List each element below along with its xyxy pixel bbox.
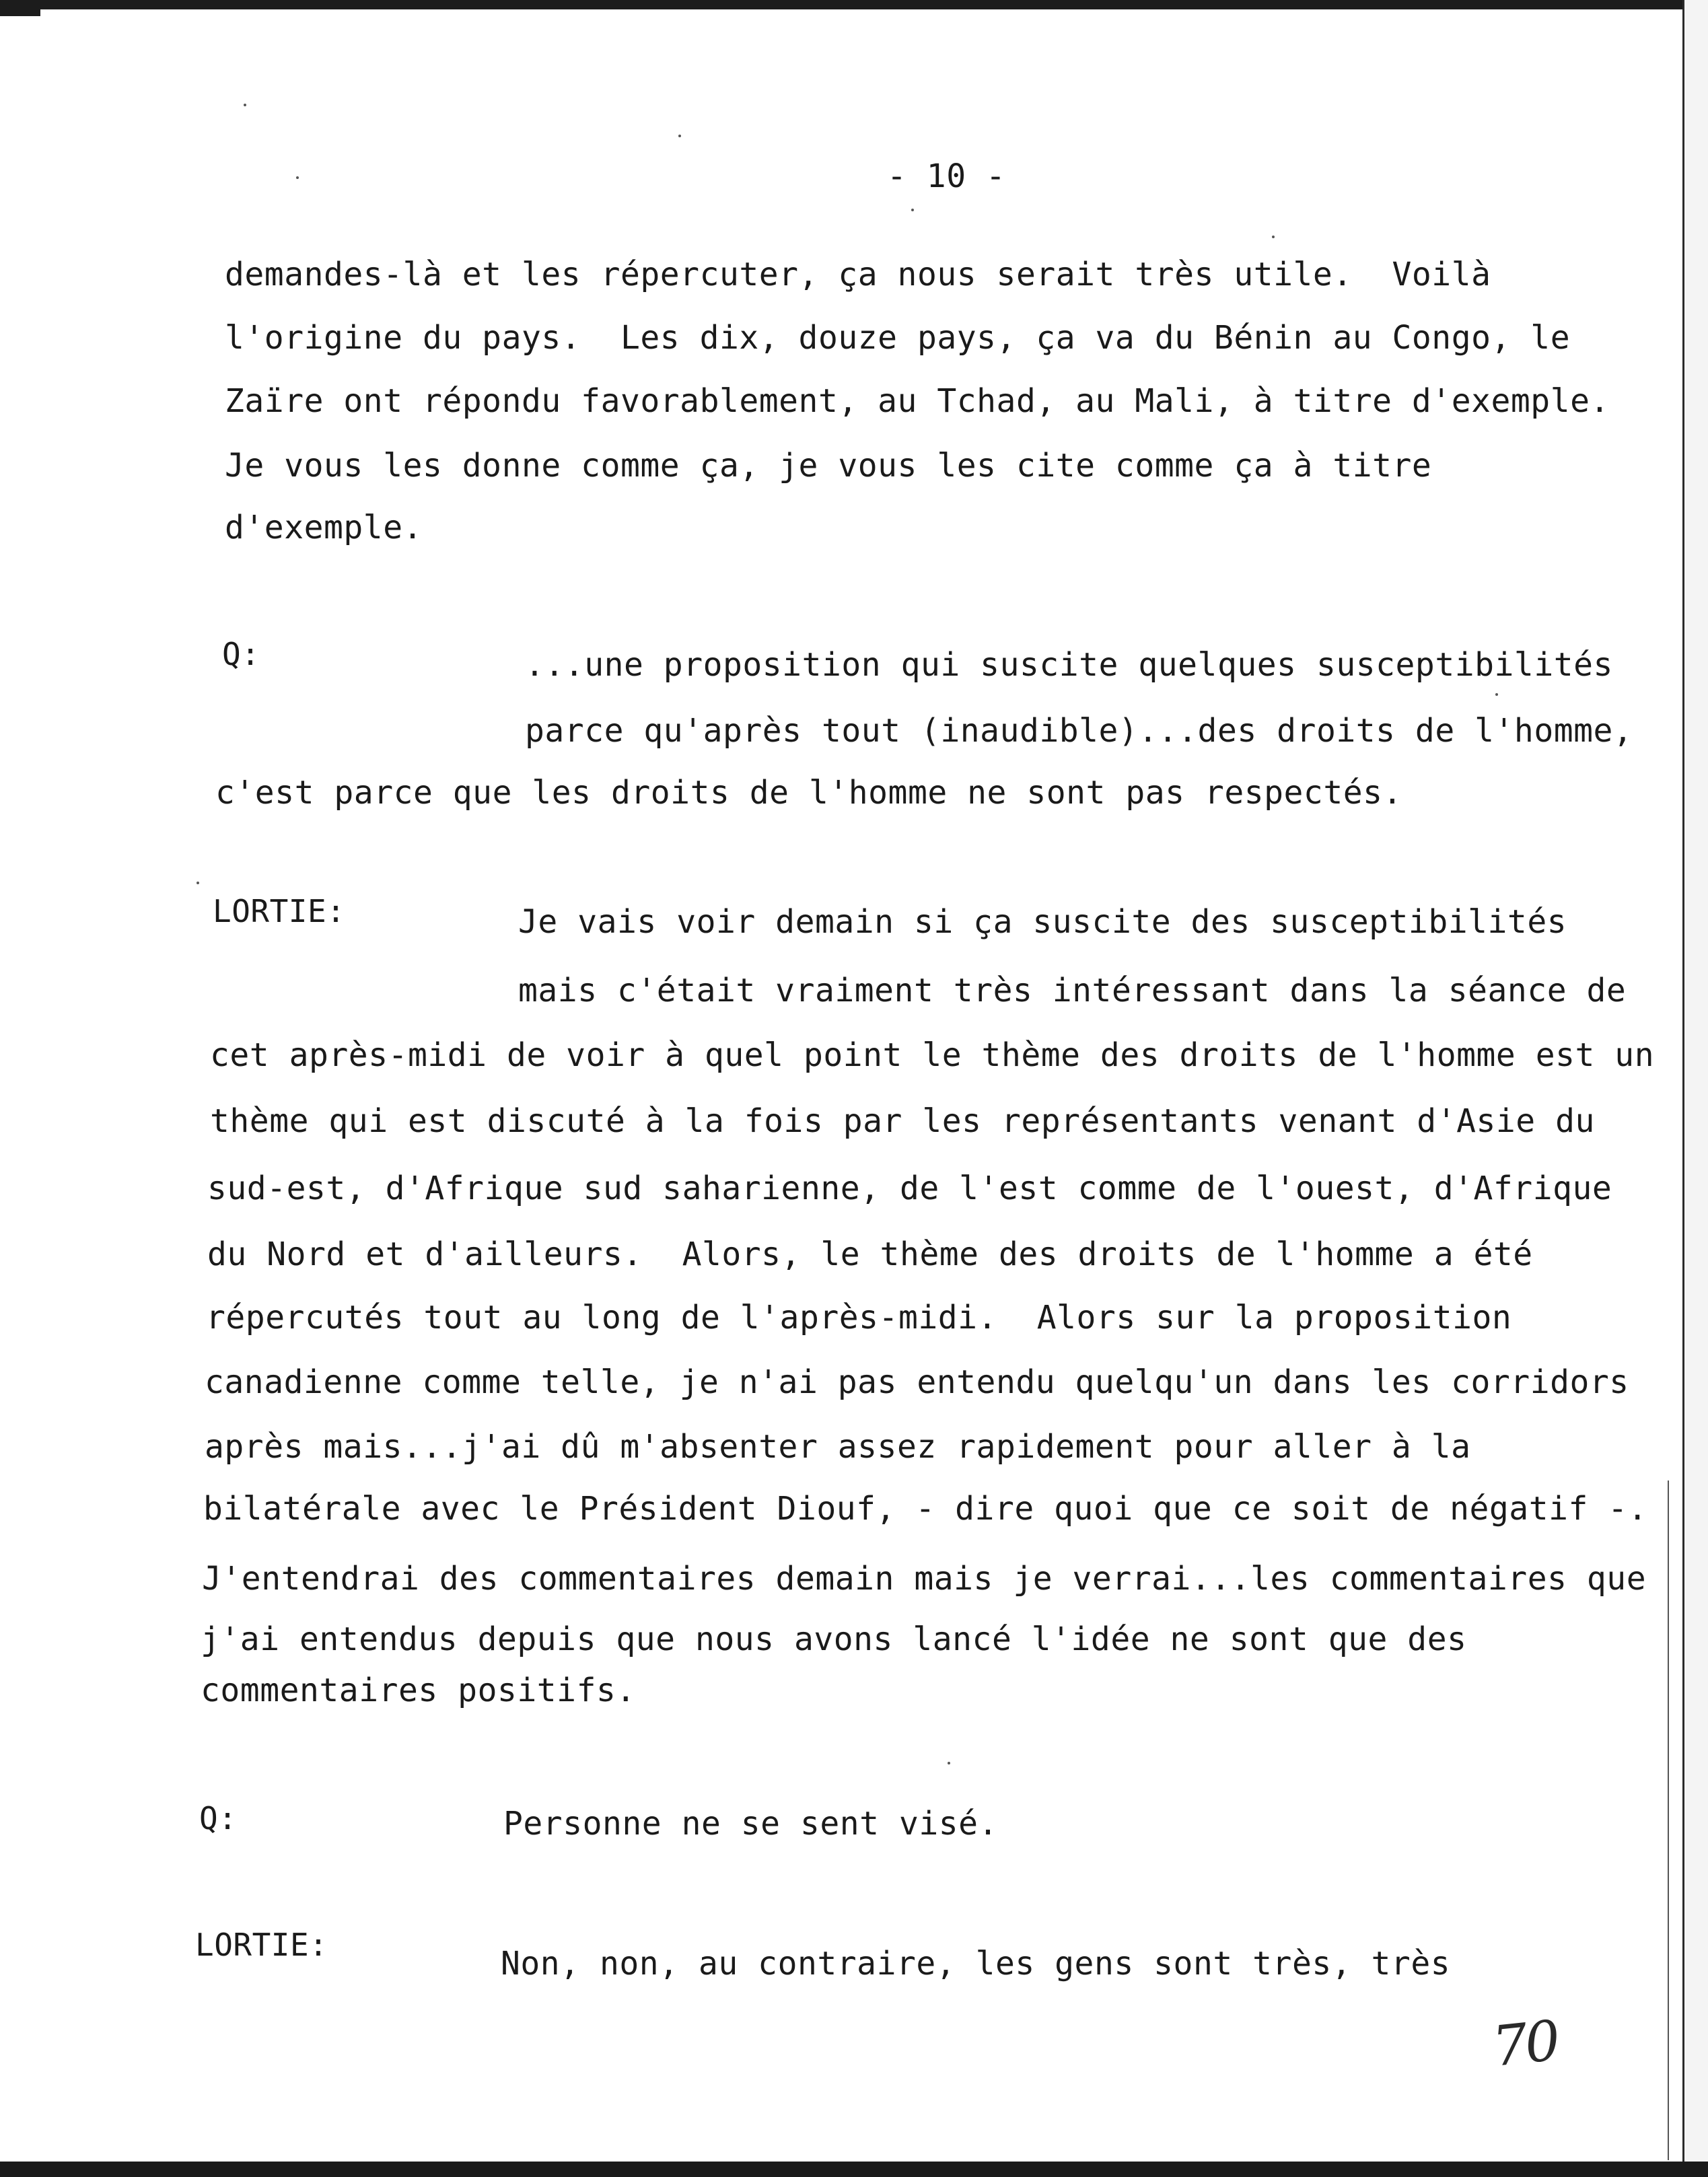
- text-line: parce qu'après tout (inaudible)...des droits de l'homme,: [525, 712, 1633, 750]
- speaker-label: Q:: [222, 636, 260, 672]
- page-number: - 10 -: [887, 157, 1006, 195]
- scan-speck: [197, 882, 199, 884]
- scan-speck: [244, 104, 246, 106]
- scan-speck: [948, 1762, 950, 1764]
- scan-speck: [1272, 236, 1275, 238]
- handwritten-page-annotation: 70: [1489, 2009, 1561, 2079]
- text-line: mais c'était vraiment très intéressant dans la séance de: [518, 972, 1627, 1009]
- text-line: d'exemple.: [225, 509, 423, 546]
- scan-right-border: [1682, 0, 1708, 2177]
- scan-bottom-border: [0, 2162, 1708, 2177]
- scan-top-border: [0, 0, 1708, 9]
- text-line: j'ai entendus depuis que nous avons lancé l'idée ne sont que des: [201, 1620, 1467, 1658]
- text-line: du Nord et d'ailleurs. Alors, le thème des droits de l'homme a été: [207, 1236, 1533, 1273]
- scan-speck: [296, 176, 299, 179]
- text-line: répercutés tout au long de l'après-midi. Alors sur la proposition: [206, 1299, 1512, 1336]
- text-line: l'origine du pays. Les dix, douze pays, ça va du Bénin au Congo, le: [225, 319, 1571, 357]
- scan-speck: [1495, 693, 1498, 696]
- scan-binding-line: [1668, 1480, 1673, 2160]
- scan-speck: [678, 135, 681, 137]
- text-line: Je vais voir demain si ça suscite des susceptibilités: [518, 903, 1567, 941]
- text-line: bilatérale avec le Président Diouf, - dire quoi que ce soit de négatif -.: [203, 1490, 1648, 1528]
- text-line: J'entendrai des commentaires demain mais je verrai...les commentaires que: [202, 1560, 1647, 1598]
- text-line: Je vous les donne comme ça, je vous les cite comme ça à titre: [225, 447, 1432, 485]
- text-line: cet après-midi de voir à quel point le thème des droits de l'homme est un: [210, 1036, 1655, 1074]
- scan-speck: [911, 209, 914, 211]
- text-line: Personne ne se sent visé.: [503, 1805, 998, 1843]
- text-line: c'est parce que les droits de l'homme ne sont pas respectés.: [215, 774, 1402, 812]
- text-line: Non, non, au contraire, les gens sont très, très: [501, 1945, 1451, 1983]
- text-line: ...une proposition qui suscite quelques susceptibilités: [525, 646, 1613, 684]
- text-line: commentaires positifs.: [201, 1672, 636, 1709]
- text-line: après mais...j'ai dû m'absenter assez rapidement pour aller à la: [205, 1428, 1471, 1466]
- text-line: thème qui est discuté à la fois par les représentants venant d'Asie du: [210, 1102, 1595, 1140]
- speaker-label: Q:: [199, 1800, 238, 1836]
- text-line: Zaïre ont répondu favorablement, au Tchad, au Mali, à titre d'exemple.: [225, 382, 1610, 420]
- text-line: canadienne comme telle, je n'ai pas entendu quelqu'un dans les corridors: [205, 1363, 1629, 1401]
- text-line: demandes-là et les répercuter, ça nous serait très utile. Voilà: [225, 256, 1491, 293]
- scan-top-notch: [0, 9, 40, 16]
- speaker-label: LORTIE:: [213, 893, 346, 929]
- text-line: sud-est, d'Afrique sud saharienne, de l'est comme de l'ouest, d'Afrique: [207, 1170, 1612, 1207]
- speaker-label: LORTIE:: [195, 1927, 328, 1963]
